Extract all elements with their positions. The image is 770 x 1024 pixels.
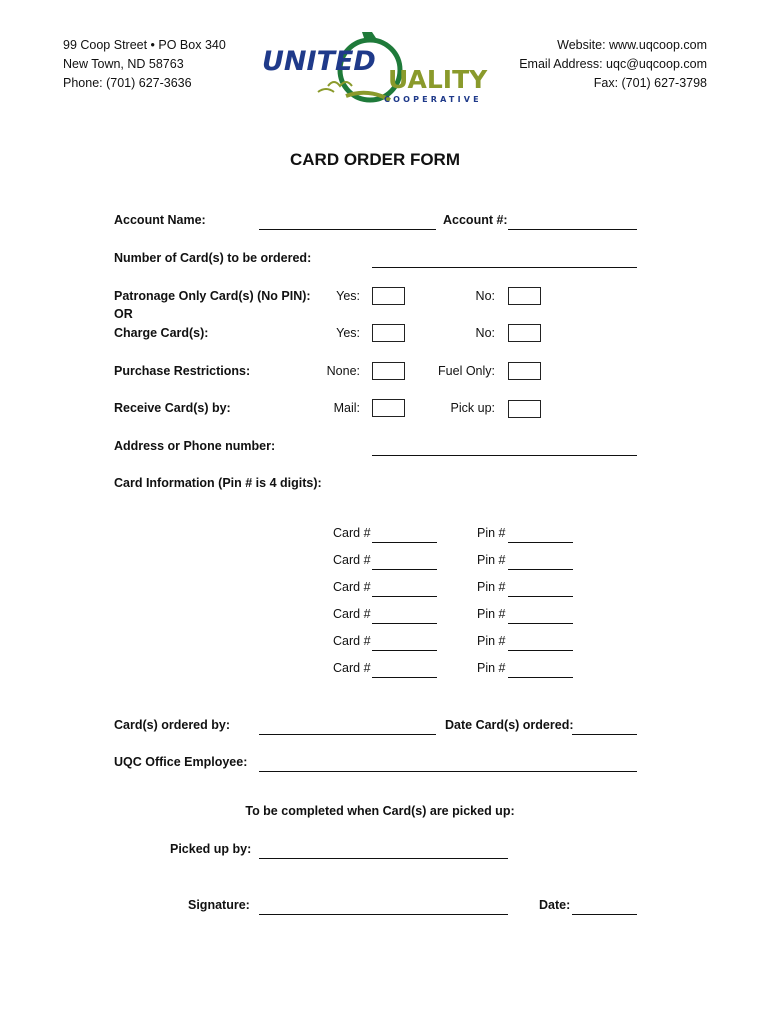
pin-label: Pin # (477, 607, 506, 621)
card-number-label: Card # (333, 526, 371, 540)
ordered-by-field[interactable] (259, 734, 436, 735)
receive-mail-checkbox[interactable] (372, 399, 405, 417)
receive-mail-label: Mail: (333, 401, 360, 415)
charge-no-checkbox[interactable] (508, 324, 541, 342)
address-label: Address or Phone number: (114, 439, 276, 453)
address-field[interactable] (372, 455, 637, 456)
signature-label: Signature: (188, 898, 250, 912)
patronage-yes-label: Yes: (336, 289, 360, 303)
header-address-line: New Town, ND 58763 (63, 57, 184, 71)
patronage-label: Patronage Only Card(s) (No PIN): (114, 289, 311, 303)
pin-field[interactable] (508, 650, 573, 651)
picked-up-by-field[interactable] (259, 858, 508, 859)
restrictions-fuel-label: Fuel Only: (438, 364, 495, 378)
restrictions-fuel-checkbox[interactable] (508, 362, 541, 380)
account-name-field[interactable] (259, 229, 436, 230)
card-number-label: Card # (333, 607, 371, 621)
card-number-field[interactable] (372, 650, 437, 651)
pin-label: Pin # (477, 661, 506, 675)
header-contact-line: Email Address: uqc@uqcoop.com (519, 57, 707, 71)
date-label: Date: (539, 898, 571, 912)
patronage-no-label: No: (475, 289, 495, 303)
header-contact-line: Fax: (701) 627-3798 (593, 76, 707, 90)
charge-yes-checkbox[interactable] (372, 324, 405, 342)
receive-pickup-label: Pick up: (450, 401, 495, 415)
patronage-no-checkbox[interactable] (508, 287, 541, 305)
receive-pickup-checkbox[interactable] (508, 400, 541, 418)
company-logo (258, 26, 490, 106)
card-number-field[interactable] (372, 677, 437, 678)
header-contact (519, 36, 707, 93)
or-label: OR (114, 307, 133, 321)
date-ordered-label: Date Card(s) ordered: (445, 718, 574, 732)
signature-field[interactable] (259, 914, 508, 915)
card-number-field[interactable] (372, 623, 437, 624)
date-field[interactable] (572, 914, 637, 915)
header-contact-line: Website: www.uqcoop.com (557, 38, 707, 52)
charge-no-label: No: (475, 326, 495, 340)
header-address-line: 99 Coop Street • PO Box 340 (63, 38, 226, 52)
restrictions-none-label: None: (326, 364, 360, 378)
picked-up-by-label: Picked up by: (170, 842, 252, 856)
num-cards-field[interactable] (372, 267, 637, 268)
pin-label: Pin # (477, 553, 506, 567)
employee-field[interactable] (259, 771, 637, 772)
num-cards-label: Number of Card(s) to be ordered: (114, 251, 312, 265)
logo-word-quality: UALITY (388, 65, 488, 94)
card-info-label: Card Information (Pin # is 4 digits): (114, 476, 322, 490)
pin-field[interactable] (508, 569, 573, 570)
employee-label: UQC Office Employee: (114, 755, 248, 769)
patronage-yes-checkbox[interactable] (372, 287, 405, 305)
pin-field[interactable] (508, 542, 573, 543)
pin-field[interactable] (508, 623, 573, 624)
card-number-label: Card # (333, 661, 371, 675)
pin-label: Pin # (477, 526, 506, 540)
charge-yes-label: Yes: (336, 326, 360, 340)
restrictions-none-checkbox[interactable] (372, 362, 405, 380)
card-number-label: Card # (333, 580, 371, 594)
date-ordered-field[interactable] (572, 734, 637, 735)
pin-field[interactable] (508, 596, 573, 597)
ordered-by-label: Card(s) ordered by: (114, 718, 230, 732)
card-number-field[interactable] (372, 596, 437, 597)
card-number-label: Card # (333, 553, 371, 567)
account-name-label: Account Name: (114, 213, 206, 227)
restrictions-label: Purchase Restrictions: (114, 364, 251, 378)
card-number-field[interactable] (372, 542, 437, 543)
card-number-label: Card # (333, 634, 371, 648)
logo-word-united: UNITED (262, 46, 376, 77)
pin-label: Pin # (477, 580, 506, 594)
account-number-label: Account #: (443, 213, 508, 227)
logo-word-cooperative: COOPERATIVE (384, 95, 482, 104)
charge-label: Charge Card(s): (114, 326, 209, 340)
pickup-note: To be completed when Card(s) are picked up: (245, 804, 515, 818)
page-title: CARD ORDER FORM (290, 150, 460, 169)
receive-label: Receive Card(s) by: (114, 401, 231, 415)
card-number-field[interactable] (372, 569, 437, 570)
pin-label: Pin # (477, 634, 506, 648)
account-number-field[interactable] (508, 229, 637, 230)
header-address (63, 36, 226, 93)
pin-field[interactable] (508, 677, 573, 678)
header-address-line: Phone: (701) 627-3636 (63, 76, 192, 90)
logo-graphic (258, 26, 490, 106)
